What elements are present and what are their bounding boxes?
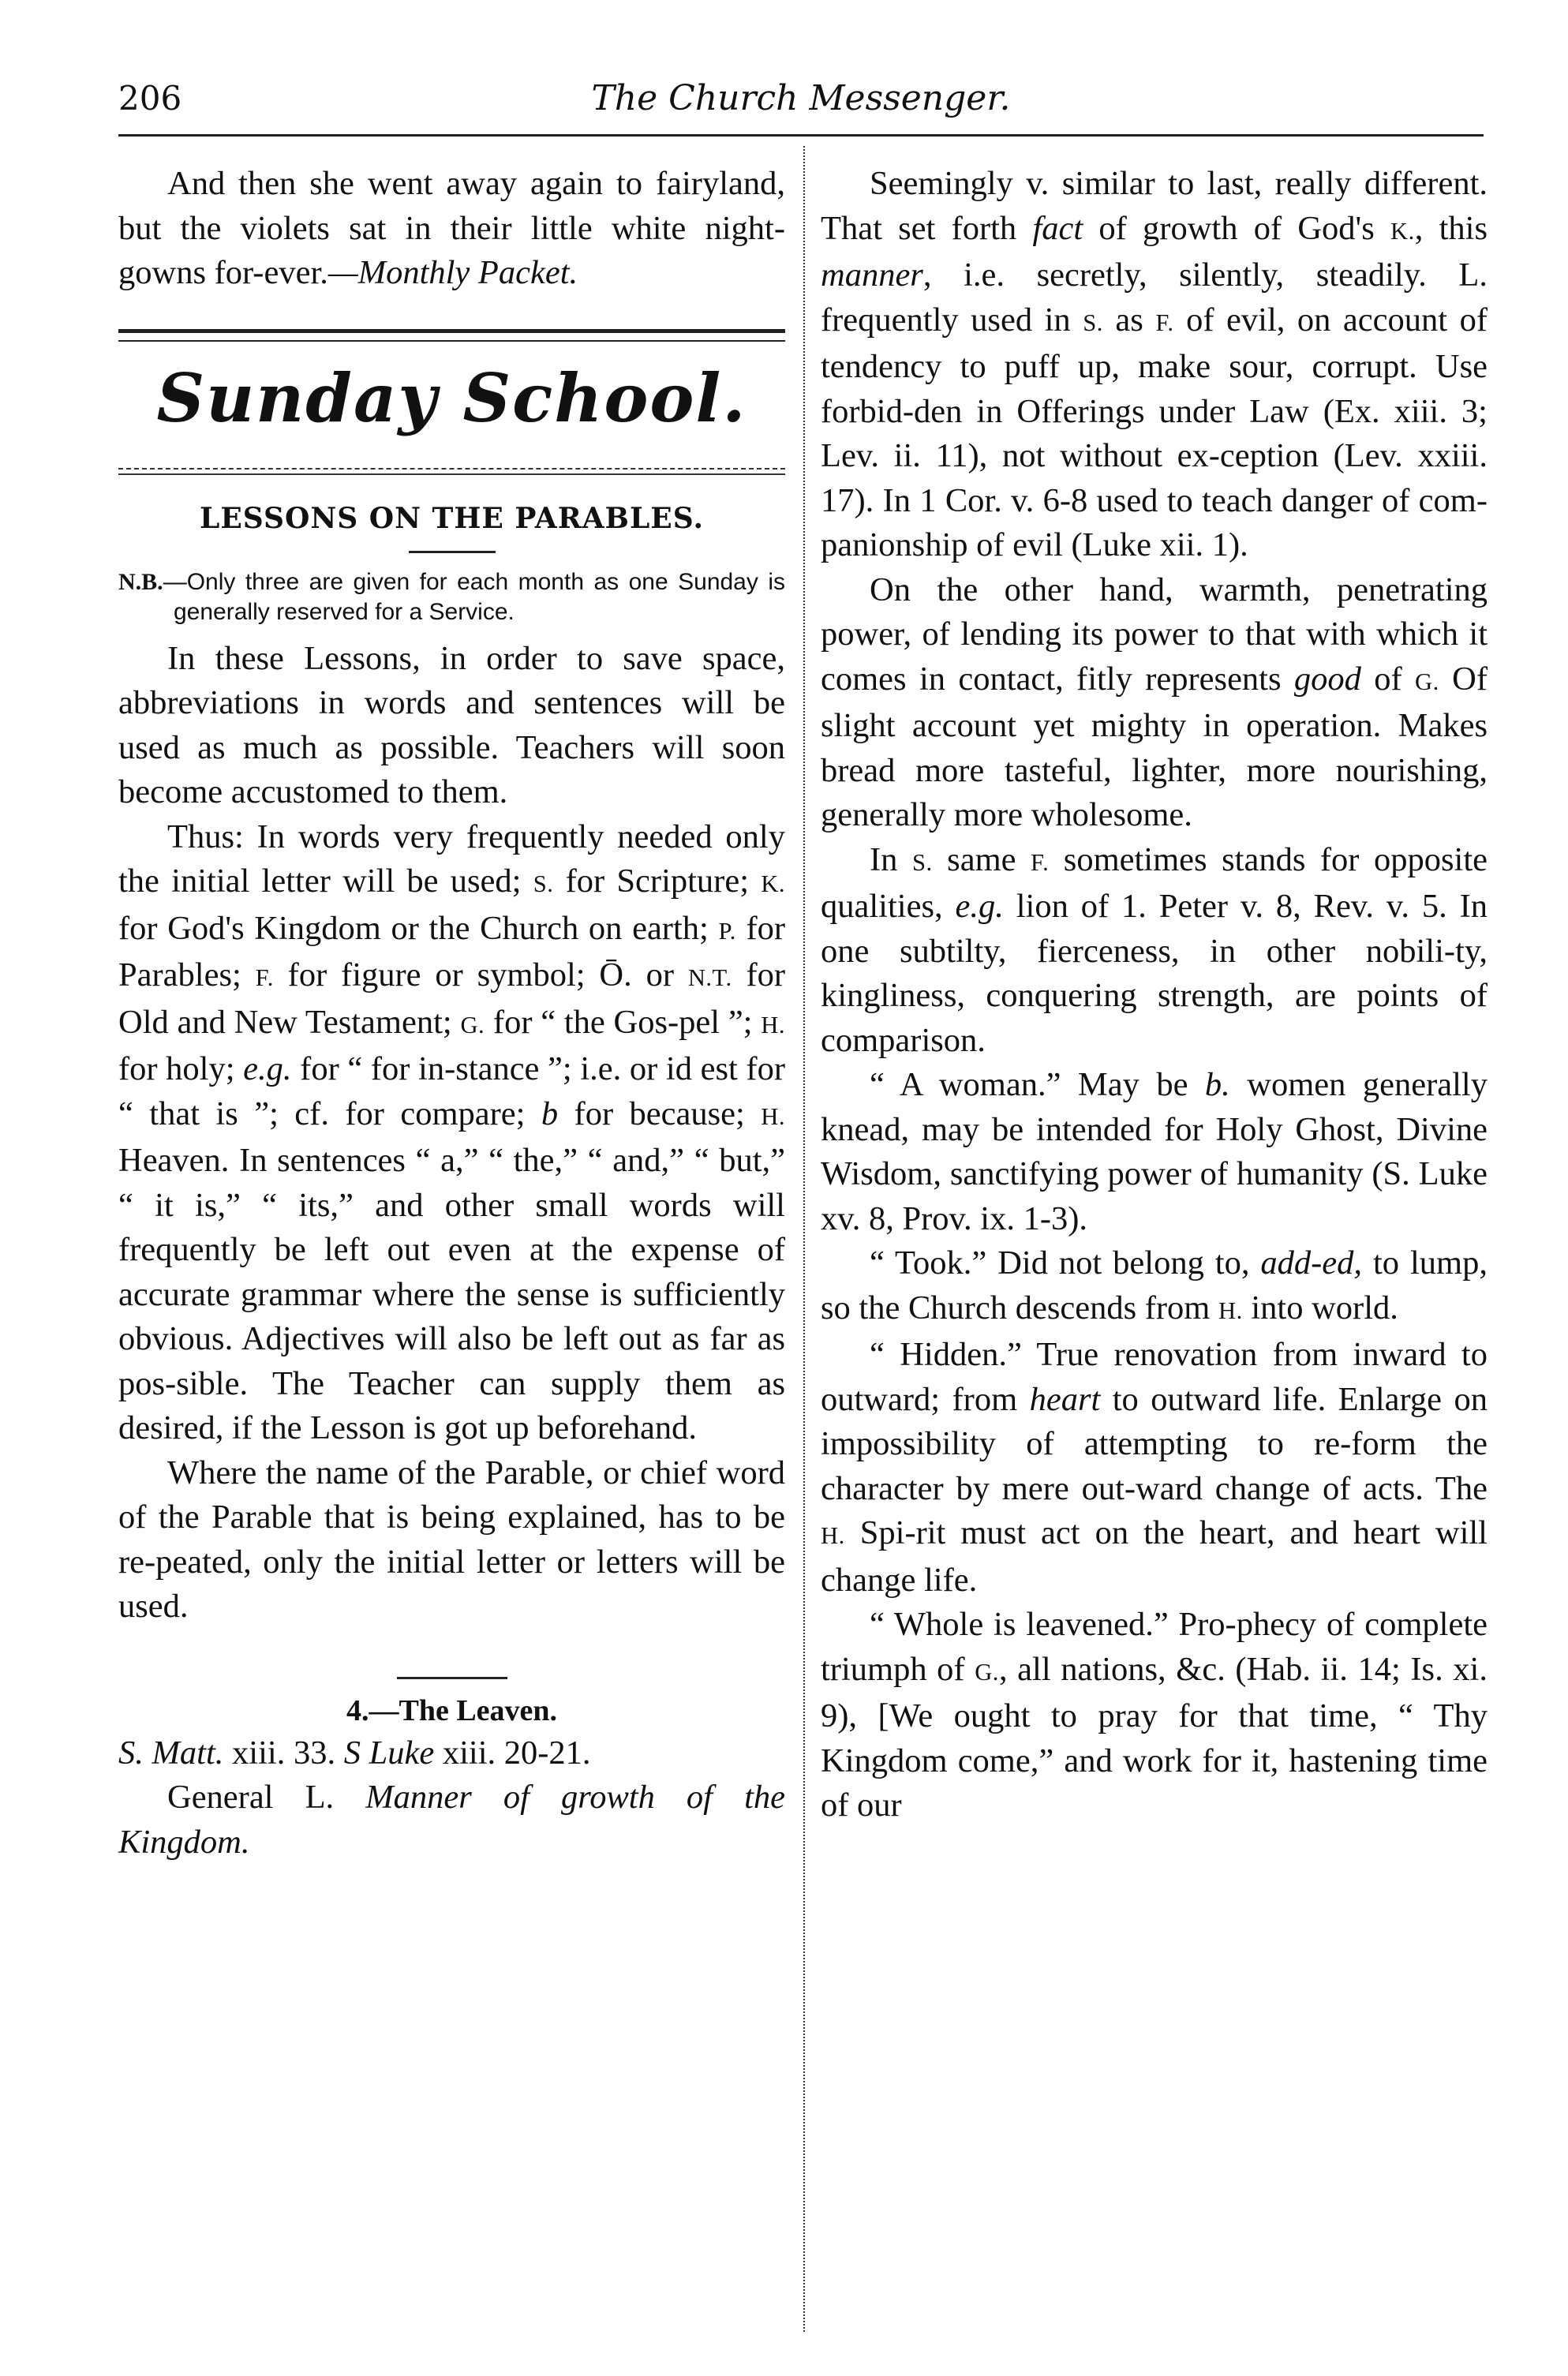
- closing-source: —Monthly Packet.: [327, 254, 578, 291]
- page-header: [118, 75, 1484, 122]
- left-column: [118, 162, 785, 1865]
- general-lesson: General L. Manner of growth of the Kingdom.: [118, 1779, 785, 1861]
- right-column: [821, 162, 1488, 1828]
- abbreviations-paragraph: Thus: In words very frequently needed only the initial letter will be used; S. for Scripture; K. for God's Kingdom or the Church on earth; P. for Parables; F. for figure or symbol; Ō. or N.T. for Old and New Testament; G. for “ the Gos-pel ”; H. for holy; e.g. for “ for in-stance ”; i.e. or id est for “ that is ”; cf. for compare; b for because; H. Heaven. In sentences “ a,” “ the,” “ and,” “ but,” “ it is,” “ its,” and other small words will frequently be left out even at the expense of accurate grammar where the sense is sufficiently obvious. Adjectives will also be left out as far as pos-sible. The Teacher can supply them as desired, if the Lesson is got up beforehand.: [118, 818, 786, 1446]
- paragraph-whole-leavened: “ Whole is leavened.” Pro-phecy of complete triumph of G., all nations, &c. (Hab. ii. 14; Is. xi. 9), [We ought to pray for that time, “ Thy Kingdom come,” and work for it, hastening time of our: [821, 1606, 1488, 1824]
- paragraph-hidden: “ Hidden.” True renovation from inward to outward; from heart to outward life. Enlarge on impossibility of attempting to re-form the character by mere out-ward change of acts. The H. Spi-rit must act on the heart, and heart will change life.: [821, 1336, 1488, 1599]
- section-rule-bottom: [118, 468, 785, 475]
- paragraph-took: “ Took.” Did not belong to, add-ed, to lump, so the Church descends from H. into world.: [821, 1244, 1488, 1326]
- heading-rule: [409, 551, 496, 553]
- paragraph-a-woman: “ A woman.” May be b. women generally knead, may be intended for Holy Ghost, Divine Wisdom, sanctifying power of humanity (S. Luke xv. 8, Prov. ix. 1-3).: [821, 1066, 1488, 1237]
- series-heading: LESSONS ON THE PARABLES.: [200, 501, 704, 535]
- header-rule: [118, 134, 1484, 137]
- paragraph-other-hand: On the other hand, warmth, penetrating power, of lending its power to that with which it comes in contact, fitly represents good of G. Of slight account yet mighty in operation. Makes bread more tasteful, lighter, more nourishing, generally more wholesome.: [821, 571, 1488, 833]
- section-rule-top: [118, 329, 785, 342]
- where-paragraph: Where the name of the Parable, or chief word of the Parable that is being explained, has to be re-peated, only the initial letter or letters will be used.: [118, 1454, 785, 1625]
- paragraph-opposite-qualities: In S. same F. sometimes stands for opposite qualities, e.g. lion of 1. Peter v. 8, Rev. v. 5. In one subtilty, fierceness, in other nobili-ty, kingliness, conquering strength, are points of comparison.: [821, 840, 1488, 1059]
- section-title: Sunday School.: [156, 358, 747, 437]
- page-number: 206: [118, 79, 182, 118]
- paragraph-seemingly: Seemingly v. similar to last, really different. That set forth fact of growth of God's K., this manner, i.e. secretly, silently, steadily. L. frequently used in S. as F. of evil, on account of tendency to puff up, make sour, corrupt. Use forbid-den in Offerings under Law (Ex. xiii. 3; Lev. ii. 11), not without ex-ception (Lev. xxiii. 17). In 1 Cor. v. 6-8 used to teach danger of com-panionship of evil (Luke xii. 1).: [821, 165, 1488, 563]
- lesson-title: 4.—The Leaven.: [346, 1693, 558, 1727]
- closing-paragraph: And then she went away again to fairyland, but the violets sat in their little white night-gowns for-ever.—Monthly Packet.: [118, 165, 785, 291]
- running-title: The Church Messenger.: [591, 78, 1011, 118]
- column-divider: [803, 146, 805, 2332]
- intro-paragraph: In these Lessons, in order to save space, abbreviations in words and sentences will be used as much as possible. Teachers will soon become accustomed to them.: [118, 639, 785, 810]
- lesson-rule: [397, 1677, 507, 1679]
- editorial-note: N.B.—Only three are given for each month as one Sunday is generally reserved for a Service.: [118, 568, 785, 625]
- scripture-references: S. Matt. xiii. 33. S Luke xiii. 20-21.: [118, 1734, 591, 1772]
